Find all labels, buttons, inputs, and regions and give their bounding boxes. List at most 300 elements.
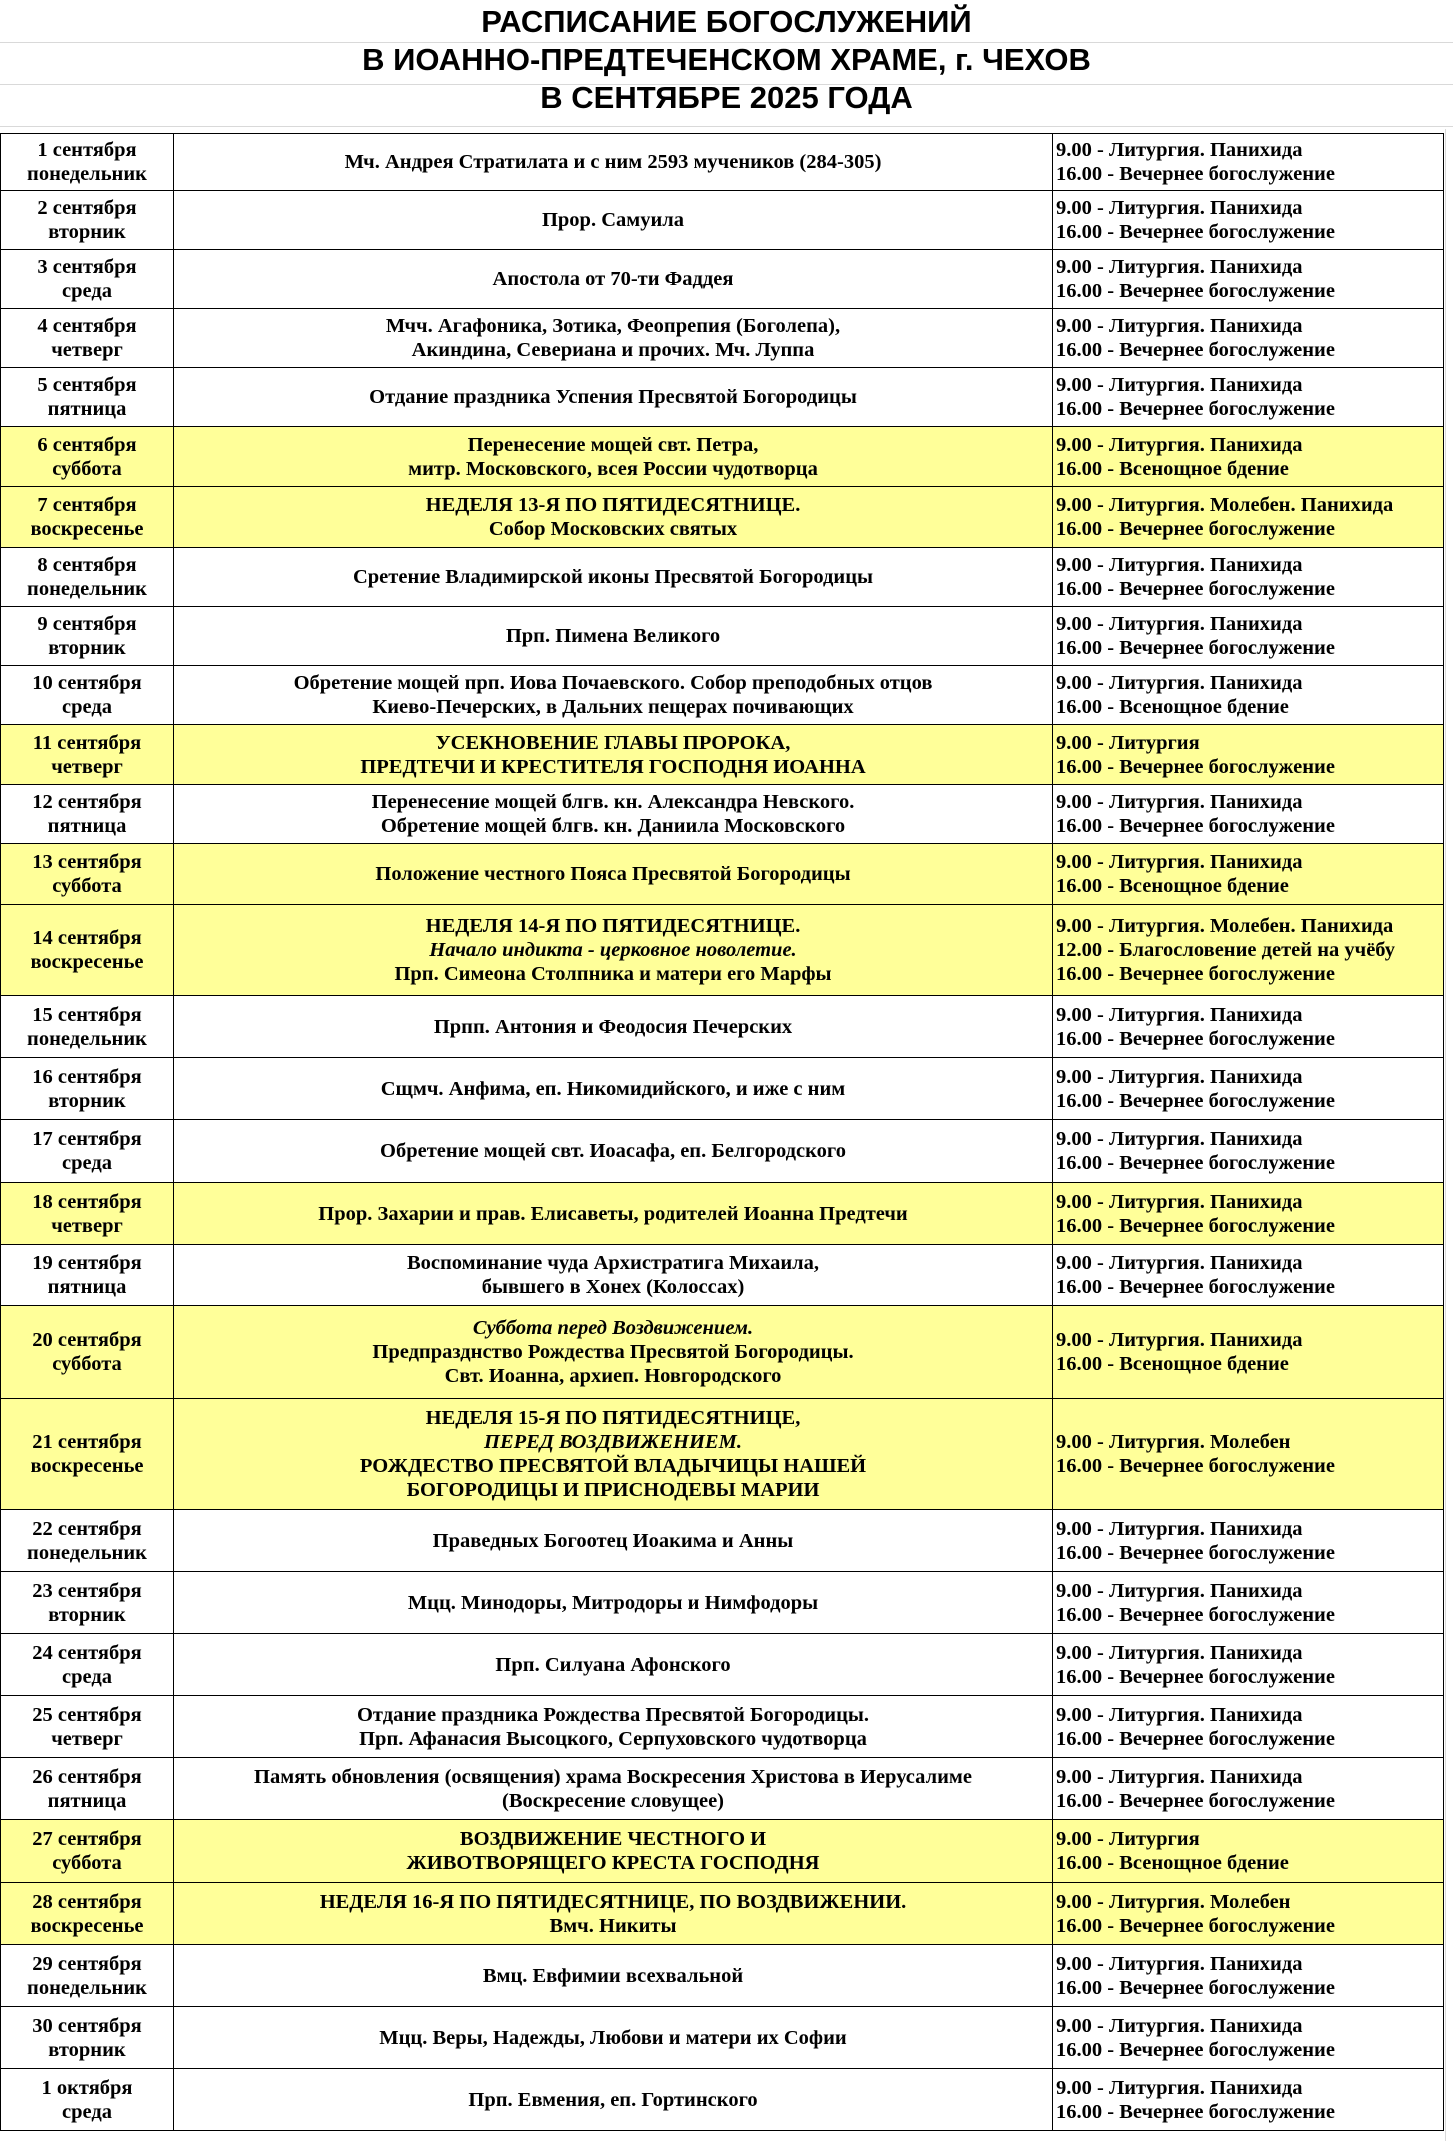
date-text: 22 сентября — [32, 1517, 142, 1540]
date-text: 16 сентября — [32, 1065, 142, 1088]
service-line: 16.00 - Вечернее богослужение — [1056, 518, 1335, 540]
celebration-line: Прп. Силуана Афонского — [495, 1653, 731, 1676]
service-line: 9.00 - Литургия. Молебен — [1056, 1431, 1291, 1453]
schedule-row — [1, 1634, 1444, 1696]
service-line: 9.00 - Литургия. Панихида — [1056, 1065, 1303, 1088]
celebration-cell — [174, 1510, 1053, 1572]
celebration-line: (Воскресение словущее) — [502, 1789, 724, 1812]
date-cell — [1, 1306, 174, 1399]
celebration-cell — [174, 1758, 1053, 1820]
services-cell — [1053, 844, 1444, 905]
services-cell — [1053, 368, 1444, 427]
date-cell — [1, 427, 174, 487]
service-line: 16.00 - Вечернее богослужение — [1056, 637, 1335, 659]
celebration-line: бывшего в Хонех (Колоссах) — [481, 1276, 745, 1298]
service-line: 9.00 - Литургия. Панихида — [1056, 1252, 1303, 1274]
celebration-cell — [174, 427, 1053, 487]
weekday-text: четверг — [51, 755, 123, 778]
celebration-line: Отдание праздника Успения Пресвятой Богородицы — [369, 386, 857, 408]
service-line: 16.00 - Вечернее богослужение — [1056, 1027, 1335, 1050]
celebration-line: Прп. Евмения, еп. Гортинского — [468, 2088, 758, 2111]
celebration-line: Прор. Самуила — [541, 209, 685, 231]
celebration-cell — [174, 1634, 1053, 1696]
weekday-text: понедельник — [27, 578, 147, 600]
date-text: 23 сентября — [32, 1579, 142, 1602]
date-cell — [1, 548, 174, 607]
service-line: 16.00 - Всенощное бдение — [1056, 875, 1289, 897]
weekday-text: пятница — [47, 815, 127, 837]
weekday-text: воскресенье — [30, 1914, 144, 1937]
date-text: 8 сентября — [37, 554, 137, 576]
celebration-line: Мч. Андрея Стратилата и с ним 2593 мучеников (284-305) — [344, 151, 882, 173]
weekday-text: четверг — [51, 1727, 123, 1750]
celebration-line: Мцц. Минодоры, Митродоры и Нимфодоры — [407, 1591, 819, 1614]
service-line: 9.00 - Литургия. Панихида — [1056, 1641, 1303, 1664]
grid-line — [0, 126, 1453, 127]
service-line: 9.00 - Литургия. Панихида — [1056, 2014, 1303, 2037]
celebration-line: БОГОРОДИЦЫ И ПРИСНОДЕВЫ МАРИИ — [406, 1479, 820, 1501]
celebration-cell — [174, 309, 1053, 368]
schedule-row — [1, 1058, 1444, 1120]
service-line: 16.00 - Вечернее богослужение — [1056, 578, 1335, 600]
service-line: 9.00 - Литургия. Молебен. Панихида — [1056, 915, 1394, 937]
date-text: 18 сентября — [32, 1190, 142, 1213]
service-line: 12.00 - Благословение детей на учёбу — [1056, 939, 1396, 961]
date-text: 29 сентября — [32, 1952, 142, 1975]
date-text: 7 сентября — [37, 494, 137, 516]
date-cell — [1, 666, 174, 725]
services-cell — [1053, 725, 1444, 785]
celebration-cell — [174, 1399, 1053, 1510]
celebration-line: Положение честного Пояса Пресвятой Богородицы — [375, 863, 851, 885]
service-line: 9.00 - Литургия. Панихида — [1056, 1579, 1303, 1602]
date-cell — [1, 134, 174, 191]
date-cell — [1, 1510, 174, 1572]
date-cell — [1, 1634, 174, 1696]
services-cell — [1053, 548, 1444, 607]
schedule-row — [1, 1945, 1444, 2007]
weekday-text: воскресенье — [30, 1455, 144, 1477]
service-line: 16.00 - Вечернее богослужение — [1056, 2100, 1335, 2123]
celebration-line: Свт. Иоанна, архиеп. Новгородского — [444, 1365, 782, 1387]
date-cell — [1, 607, 174, 666]
date-text: 1 сентября — [37, 139, 137, 161]
service-line: 9.00 - Литургия. Панихида — [1056, 791, 1303, 813]
services-cell — [1053, 309, 1444, 368]
weekday-text: среда — [62, 1152, 112, 1174]
schedule-row — [1, 427, 1444, 487]
celebration-line: митр. Московского, всея России чудотворца — [408, 457, 818, 480]
celebration-cell — [174, 548, 1053, 607]
services-cell — [1053, 905, 1444, 996]
weekday-text: среда — [62, 2100, 112, 2123]
celebration-cell — [174, 1696, 1053, 1758]
services-cell — [1053, 427, 1444, 487]
schedule-row — [1, 1883, 1444, 1945]
celebration-cell — [174, 2007, 1053, 2069]
title-line-3: В СЕНТЯБРЕ 2025 ГОДА — [540, 80, 913, 115]
service-line: 9.00 - Литургия. Панихида — [1056, 672, 1303, 694]
date-cell — [1, 1120, 174, 1183]
date-cell — [1, 1572, 174, 1634]
celebration-line: Суббота перед Воздвижением. — [472, 1317, 754, 1339]
date-text: 13 сентября — [32, 851, 142, 873]
celebration-cell — [174, 844, 1053, 905]
date-cell — [1, 785, 174, 844]
celebration-line: Прор. Захарии и прав. Елисаветы, родителей Иоанна Предтечи — [318, 1202, 908, 1225]
weekday-text: понедельник — [27, 1541, 147, 1564]
services-cell — [1053, 2007, 1444, 2069]
weekday-text: суббота — [52, 457, 122, 480]
service-line: 9.00 - Литургия. Панихида — [1056, 1952, 1303, 1975]
services-cell — [1053, 607, 1444, 666]
date-text: 19 сентября — [32, 1252, 142, 1274]
service-line: 9.00 - Литургия. Панихида — [1056, 1329, 1303, 1351]
schedule-body — [1, 134, 1444, 2131]
date-cell — [1, 1820, 174, 1883]
date-text: 1 октября — [41, 2076, 133, 2099]
celebration-line: Прпп. Антония и Феодосия Печерских — [433, 1015, 793, 1038]
celebration-cell — [174, 905, 1053, 996]
weekday-text: воскресенье — [30, 518, 144, 540]
schedule-row — [1, 905, 1444, 996]
celebration-cell — [174, 1883, 1053, 1945]
service-line: 16.00 - Вечернее богослужение — [1056, 280, 1335, 302]
date-text: 27 сентября — [32, 1828, 142, 1850]
service-line: 9.00 - Литургия. Панихида — [1056, 139, 1303, 161]
schedule-row — [1, 1245, 1444, 1306]
services-cell — [1053, 1572, 1444, 1634]
services-cell — [1053, 134, 1444, 191]
celebration-cell — [174, 368, 1053, 427]
services-cell — [1053, 191, 1444, 250]
celebration-cell — [174, 666, 1053, 725]
date-cell — [1, 1245, 174, 1306]
services-cell — [1053, 487, 1444, 548]
date-cell — [1, 250, 174, 309]
schedule-row — [1, 487, 1444, 548]
celebration-cell — [174, 487, 1053, 548]
celebration-line: НЕДЕЛЯ 15-Я ПО ПЯТИДЕСЯТНИЦЕ, — [425, 1407, 801, 1429]
service-line: 16.00 - Вечернее богослужение — [1056, 963, 1335, 985]
schedule-row — [1, 134, 1444, 191]
celebration-line: НЕДЕЛЯ 13-Я ПО ПЯТИДЕСЯТНИЦЕ. — [425, 494, 801, 516]
weekday-text: пятница — [47, 1276, 127, 1298]
schedule-row — [1, 548, 1444, 607]
service-line: 16.00 - Вечернее богослужение — [1056, 1914, 1335, 1937]
date-cell — [1, 1696, 174, 1758]
celebration-cell — [174, 250, 1053, 309]
date-text: 25 сентября — [32, 1703, 142, 1726]
date-cell — [1, 844, 174, 905]
celebration-line: Обретение мощей прп. Иова Почаевского. Собор преподобных отцов — [293, 672, 933, 694]
celebration-line: Прп. Афанасия Высоцкого, Серпуховского чудотворца — [359, 1727, 867, 1750]
service-line: 16.00 - Вечернее богослужение — [1056, 755, 1335, 778]
celebration-line: НЕДЕЛЯ 16-Я ПО ПЯТИДЕСЯТНИЦЕ, ПО ВОЗДВИЖЕНИИ. — [319, 1890, 907, 1913]
celebration-cell — [174, 134, 1053, 191]
date-cell — [1, 368, 174, 427]
date-cell — [1, 2069, 174, 2131]
date-cell — [1, 725, 174, 785]
celebration-line: Обретение мощей блгв. кн. Даниила Московского — [380, 815, 846, 837]
date-text: 2 сентября — [37, 197, 137, 219]
service-line: 9.00 - Литургия. Панихида — [1056, 1190, 1303, 1213]
weekday-text: понедельник — [27, 163, 147, 185]
service-line: 16.00 - Вечернее богослужение — [1056, 1976, 1335, 1999]
service-line: 16.00 - Вечернее богослужение — [1056, 815, 1335, 837]
celebration-cell — [174, 996, 1053, 1058]
service-line: 9.00 - Литургия. Панихида — [1056, 1765, 1303, 1788]
service-line: 9.00 - Литургия. Панихида — [1056, 554, 1303, 576]
date-cell — [1, 309, 174, 368]
celebration-line: РОЖДЕСТВО ПРЕСВЯТОЙ ВЛАДЫЧИЦЫ НАШЕЙ — [359, 1455, 867, 1477]
date-cell — [1, 996, 174, 1058]
celebration-line: Предпразднство Рождества Пресвятой Богородицы. — [372, 1341, 854, 1363]
service-line: 16.00 - Вечернее богослужение — [1056, 1089, 1335, 1112]
service-line: 16.00 - Вечернее богослужение — [1056, 1541, 1335, 1564]
service-line: 16.00 - Вечернее богослужение — [1056, 339, 1335, 361]
services-cell — [1053, 1510, 1444, 1572]
date-text: 4 сентября — [37, 315, 137, 337]
celebration-line: Начало индикта - церковное новолетие. — [429, 939, 797, 961]
service-line: 9.00 - Литургия. Панихида — [1056, 315, 1303, 337]
service-line: 16.00 - Вечернее богослужение — [1056, 2038, 1335, 2061]
services-cell — [1053, 1820, 1444, 1883]
services-cell — [1053, 250, 1444, 309]
date-text: 26 сентября — [32, 1765, 142, 1788]
service-line: 9.00 - Литургия. Панихида — [1056, 2076, 1303, 2099]
schedule-row — [1, 1572, 1444, 1634]
schedule-row — [1, 309, 1444, 368]
schedule-row — [1, 666, 1444, 725]
service-line: 9.00 - Литургия. Панихида — [1056, 256, 1303, 278]
schedule-row — [1, 250, 1444, 309]
celebration-cell — [174, 1183, 1053, 1245]
services-cell — [1053, 1696, 1444, 1758]
date-text: 6 сентября — [37, 433, 137, 456]
services-cell — [1053, 1883, 1444, 1945]
grid-line — [1445, 129, 1446, 2141]
celebration-line: Акиндина, Севериана и прочих. Мч. Луппа — [411, 339, 815, 361]
weekday-text: суббота — [52, 1852, 122, 1874]
celebration-cell — [174, 1572, 1053, 1634]
celebration-cell — [174, 785, 1053, 844]
celebration-line: Сретение Владимирской иконы Пресвятой Богородицы — [352, 566, 874, 588]
schedule-row — [1, 607, 1444, 666]
services-cell — [1053, 996, 1444, 1058]
services-cell — [1053, 785, 1444, 844]
date-text: 17 сентября — [32, 1128, 142, 1150]
celebration-line: Сщмч. Анфима, еп. Никомидийского, и иже с ним — [380, 1077, 846, 1100]
celebration-line: Собор Московских святых — [488, 518, 738, 540]
schedule-table — [0, 133, 1444, 2131]
service-line: 16.00 - Всенощное бдение — [1056, 1852, 1289, 1874]
date-text: 20 сентября — [32, 1329, 142, 1351]
weekday-text: среда — [62, 280, 112, 302]
title-line-2: В ИОАННО-ПРЕДТЕЧЕНСКОМ ХРАМЕ, г. ЧЕХОВ — [362, 42, 1091, 77]
weekday-text: вторник — [48, 1603, 126, 1626]
weekday-text: воскресенье — [30, 951, 144, 973]
celebration-cell — [174, 1820, 1053, 1883]
schedule-row — [1, 1758, 1444, 1820]
service-line: 9.00 - Литургия. Панихида — [1056, 1003, 1303, 1026]
celebration-cell — [174, 1058, 1053, 1120]
celebration-line: Мчч. Агафоника, Зотика, Феопрепия (Боголепа), — [385, 315, 841, 337]
date-text: 11 сентября — [32, 731, 142, 754]
service-line: 16.00 - Вечернее богослужение — [1056, 1455, 1335, 1477]
weekday-text: пятница — [47, 398, 127, 420]
services-cell — [1053, 2069, 1444, 2131]
celebration-line: Обретение мощей свт. Иоасафа, еп. Белгородского — [380, 1140, 846, 1162]
service-line: 9.00 - Литургия. Панихида — [1056, 374, 1303, 396]
schedule-row — [1, 785, 1444, 844]
celebration-line: ЖИВОТВОРЯЩЕГО КРЕСТА ГОСПОДНЯ — [406, 1852, 820, 1874]
weekday-text: пятница — [47, 1789, 127, 1812]
date-text: 10 сентября — [32, 672, 142, 694]
date-text: 3 сентября — [37, 256, 137, 278]
schedule-row — [1, 1510, 1444, 1572]
schedule-row — [1, 844, 1444, 905]
services-cell — [1053, 1758, 1444, 1820]
schedule-row — [1, 725, 1444, 785]
celebration-line: Отдание праздника Рождества Пресвятой Богородицы. — [356, 1703, 870, 1726]
schedule-row — [1, 1696, 1444, 1758]
schedule-row — [1, 2007, 1444, 2069]
date-cell — [1, 487, 174, 548]
schedule-row — [1, 1820, 1444, 1883]
service-line: 16.00 - Вечернее богослужение — [1056, 1603, 1335, 1626]
weekday-text: вторник — [48, 2038, 126, 2061]
services-cell — [1053, 1634, 1444, 1696]
celebration-line: ПРЕДТЕЧИ И КРЕСТИТЕЛЯ ГОСПОДНЯ ИОАННА — [360, 755, 866, 778]
schedule-row — [1, 1306, 1444, 1399]
celebration-line: ПЕРЕД ВОЗДВИЖЕНИЕМ. — [484, 1431, 742, 1453]
date-text: 15 сентября — [32, 1003, 142, 1026]
date-text: 24 сентября — [32, 1641, 142, 1664]
celebration-line: Перенесение мощей свт. Петра, — [467, 433, 759, 456]
celebration-line: Киево-Печерских, в Дальних пещерах почивающих — [372, 696, 854, 718]
service-line: 9.00 - Литургия — [1056, 1828, 1200, 1850]
celebration-cell — [174, 1945, 1053, 2007]
schedule-row — [1, 191, 1444, 250]
celebration-line: Мцц. Веры, Надежды, Любови и матери их Софии — [379, 2026, 847, 2049]
celebration-line: УСЕКНОВЕНИЕ ГЛАВЫ ПРОРОКА, — [435, 731, 791, 754]
date-cell — [1, 1758, 174, 1820]
date-cell — [1, 1058, 174, 1120]
celebration-cell — [174, 2069, 1053, 2131]
service-line: 9.00 - Литургия. Панихида — [1056, 613, 1303, 635]
celebration-line: Апостола от 70-ти Фаддея — [492, 268, 734, 290]
date-cell — [1, 1399, 174, 1510]
document-header — [0, 0, 1453, 129]
date-text: 12 сентября — [32, 791, 142, 813]
celebration-line: ВОЗДВИЖЕНИЕ ЧЕСТНОГО И — [459, 1828, 767, 1850]
service-line: 16.00 - Вечернее богослужение — [1056, 1665, 1335, 1688]
date-text: 28 сентября — [32, 1890, 142, 1913]
celebration-line: Прп. Пимена Великого — [505, 625, 721, 647]
services-cell — [1053, 666, 1444, 725]
schedule-row — [1, 368, 1444, 427]
celebration-line: Воспоминание чуда Архистратига Михаила, — [406, 1252, 820, 1274]
date-cell — [1, 191, 174, 250]
weekday-text: четверг — [51, 339, 123, 361]
service-line: 16.00 - Вечернее богослужение — [1056, 1789, 1335, 1812]
services-cell — [1053, 1120, 1444, 1183]
weekday-text: среда — [62, 1665, 112, 1688]
schedule-row — [1, 996, 1444, 1058]
service-line: 9.00 - Литургия. Панихида — [1056, 1128, 1303, 1150]
schedule-row — [1, 1120, 1444, 1183]
service-line: 9.00 - Литургия. Панихида — [1056, 197, 1303, 219]
date-cell — [1, 1183, 174, 1245]
service-line: 9.00 - Литургия. Панихида — [1056, 433, 1303, 456]
services-cell — [1053, 1945, 1444, 2007]
celebration-cell — [174, 607, 1053, 666]
schedule-row — [1, 1399, 1444, 1510]
date-cell — [1, 905, 174, 996]
title-line-1: РАСПИСАНИЕ БОГОСЛУЖЕНИЙ — [481, 4, 972, 39]
celebration-line: Память обновления (освящения) храма Воскресения Христова в Иерусалиме — [254, 1765, 972, 1788]
celebration-line: Праведных Богоотец Иоакима и Анны — [432, 1529, 794, 1552]
weekday-text: понедельник — [27, 1976, 147, 1999]
service-line: 16.00 - Вечернее богослужение — [1056, 1727, 1335, 1750]
services-cell — [1053, 1058, 1444, 1120]
date-cell — [1, 2007, 174, 2069]
service-line: 16.00 - Вечернее богослужение — [1056, 221, 1335, 243]
celebration-cell — [174, 1120, 1053, 1183]
weekday-text: суббота — [52, 875, 122, 897]
celebration-cell — [174, 191, 1053, 250]
service-line: 16.00 - Вечернее богослужение — [1056, 398, 1335, 420]
weekday-text: суббота — [52, 1353, 122, 1375]
date-text: 14 сентября — [32, 927, 142, 949]
services-cell — [1053, 1183, 1444, 1245]
celebration-line: Перенесение мощей блгв. кн. Александра Невского. — [371, 791, 855, 813]
celebration-line: Прп. Симеона Столпника и матери его Марфы — [394, 963, 832, 985]
service-line: 9.00 - Литургия. Панихида — [1056, 851, 1303, 873]
services-cell — [1053, 1399, 1444, 1510]
celebration-line: Вмц. Евфимии всехвальной — [482, 1964, 744, 1987]
service-line: 16.00 - Вечернее богослужение — [1056, 1276, 1335, 1298]
service-line: 16.00 - Всенощное бдение — [1056, 1353, 1289, 1375]
service-line: 16.00 - Всенощное бдение — [1056, 696, 1289, 718]
services-cell — [1053, 1245, 1444, 1306]
celebration-cell — [174, 1306, 1053, 1399]
service-line: 9.00 - Литургия — [1056, 731, 1200, 754]
date-text: 30 сентября — [32, 2014, 142, 2037]
date-text: 9 сентября — [37, 613, 137, 635]
date-text: 5 сентября — [37, 374, 137, 396]
schedule-row — [1, 2069, 1444, 2131]
date-cell — [1, 1945, 174, 2007]
schedule-row — [1, 1183, 1444, 1245]
date-text: 21 сентября — [32, 1431, 142, 1453]
service-line: 16.00 - Вечернее богослужение — [1056, 163, 1335, 185]
weekday-text: среда — [62, 696, 112, 718]
celebration-line: Вмч. Никиты — [549, 1914, 677, 1937]
service-line: 9.00 - Литургия. Молебен. Панихида — [1056, 494, 1394, 516]
weekday-text: вторник — [48, 221, 126, 243]
celebration-cell — [174, 1245, 1053, 1306]
weekday-text: вторник — [48, 1089, 126, 1112]
celebration-cell — [174, 725, 1053, 785]
date-cell — [1, 1883, 174, 1945]
weekday-text: вторник — [48, 637, 126, 659]
services-cell — [1053, 1306, 1444, 1399]
service-line: 16.00 - Вечернее богослужение — [1056, 1214, 1335, 1237]
service-line: 9.00 - Литургия. Панихида — [1056, 1517, 1303, 1540]
service-line: 16.00 - Вечернее богослужение — [1056, 1152, 1335, 1174]
